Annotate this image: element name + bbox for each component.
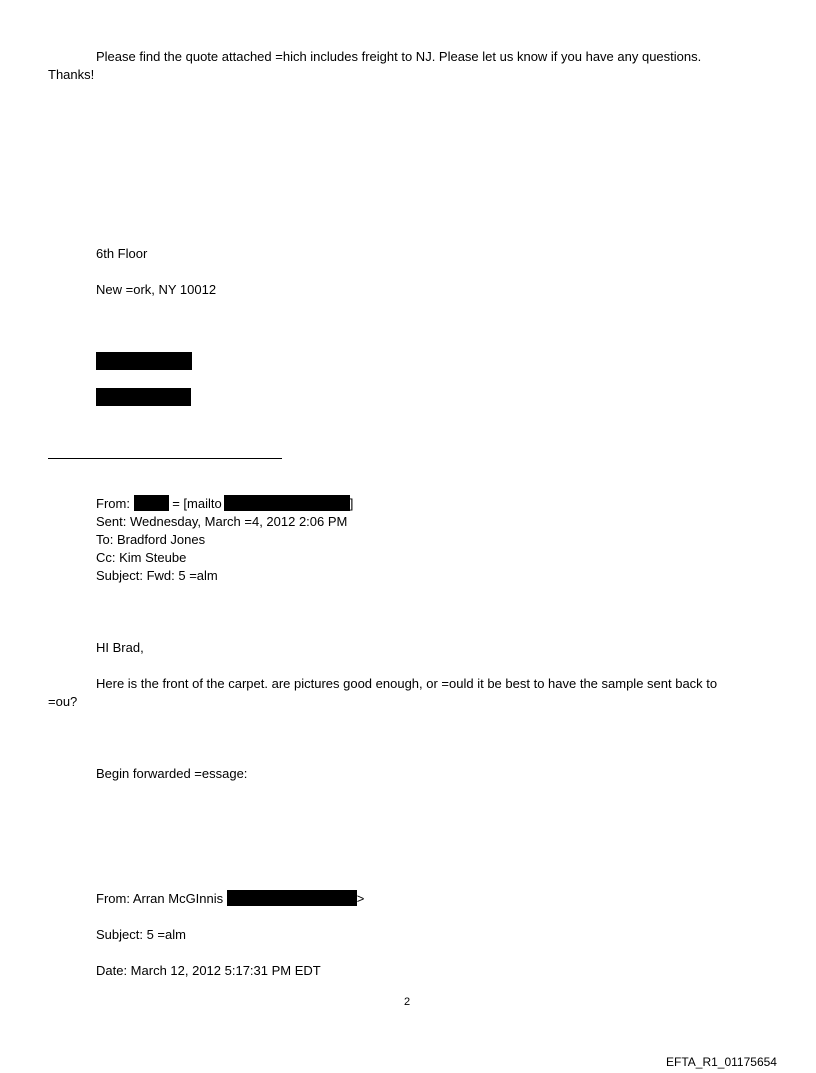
- page-number: 2: [404, 996, 411, 1008]
- redaction-from-name: [134, 495, 169, 511]
- forward-cc-line: Cc: Kim Steube: [96, 550, 187, 565]
- forward-sent-line: Sent: Wednesday, March =4, 2012 2:06 PM: [96, 514, 348, 529]
- separator-rule: [48, 458, 282, 459]
- quote-text-line1: Please find the quote attached =hich includes freight to NJ. Please let us know if you have any questions.: [96, 49, 702, 64]
- original-subject-line: Subject: 5 =alm: [96, 927, 186, 942]
- redaction-from-email: [224, 495, 350, 511]
- forward-to-line: To: Bradford Jones: [96, 532, 206, 547]
- original-from-label: From: Arran McGInnis: [96, 891, 224, 906]
- original-from-line: [96, 890, 364, 908]
- redaction-block-2: [96, 388, 191, 406]
- message-line1: Here is the front of the carpet. are pictures good enough, or =ould it be best to have the sample sent back to: [96, 676, 718, 691]
- forward-note: Begin forwarded =essage:: [96, 766, 248, 781]
- from-end: ]: [349, 496, 354, 511]
- forward-from-line: [96, 495, 353, 513]
- original-date-line: Date: March 12, 2012 5:17:31 PM EDT: [96, 963, 321, 978]
- original-from-end: >: [356, 891, 365, 906]
- from-mailto: = [mailto: [168, 496, 222, 511]
- from-label: From:: [96, 496, 130, 511]
- forward-subject-line: Subject: Fwd: 5 =alm: [96, 568, 218, 583]
- document-id: EFTA_R1_01175654: [666, 1055, 777, 1069]
- address-city: New =ork, NY 10012: [96, 282, 217, 297]
- greeting: HI Brad,: [96, 640, 144, 655]
- message-line2: =ou?: [48, 694, 78, 709]
- redaction-block-1: [96, 352, 192, 370]
- quote-text-line2: Thanks!: [48, 67, 95, 82]
- redaction-original-email: [227, 890, 357, 906]
- address-floor: 6th Floor: [96, 246, 148, 261]
